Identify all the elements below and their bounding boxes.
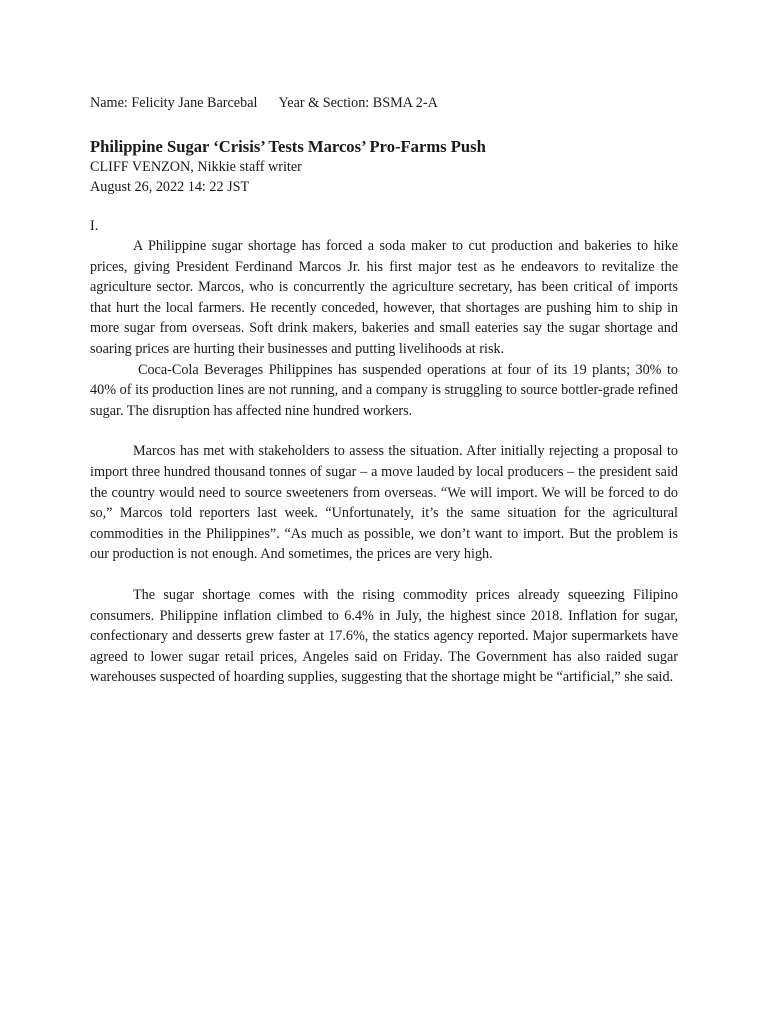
- article-title: Philippine Sugar ‘Crisis’ Tests Marcos’ Pro-Farms Push: [90, 137, 486, 156]
- name-label: Name:: [90, 95, 128, 111]
- article-byline: CLIFF VENZON, Nikkie staff writer: [90, 159, 302, 175]
- document-page: [90, 93, 678, 688]
- name-value: Felicity Jane Barcebal: [131, 95, 258, 111]
- paragraph-1: A Philippine sugar shortage has forced a soda maker to cut production and bakeries to hike prices, giving President Ferdinand Marcos Jr. his first major test as he endeavors to revitalize the agriculture sector. Marcos, who is concurrently the agriculture secretary, has been critical of imports that hurt the local farmers. He recently conceded, however, that shortages are pushing him to ship in more sugar from overseas. Soft drink makers, bakeries and small eateries say the sugar shortage and soaring prices are hurting their businesses and putting livelihoods at risk.: [90, 238, 678, 357]
- paragraph-3: Marcos has met with stakeholders to assess the situation. After initially rejecting a proposal to import three hundred thousand tonnes of sugar – a move lauded by local producers – the president said the country would need to source sweeteners from overseas. “We will import. We will be forced to do so,” Marcos told reporters last week. “Unfortunately, it’s the same situation for the agricultural commodities in the Philippines”. “As much as possible, we don’t want to import. But the problem is our production is not enough. And sometimes, the prices are very high.: [90, 443, 678, 563]
- article-dateline: August 26, 2022 14: 22 JST: [90, 179, 250, 195]
- paragraph-4: The sugar shortage comes with the rising commodity prices already squeezing Filipino consumers. Philippine inflation climbed to 6.4% in July, the highest since 2018. Inflation for sugar, confectionary and desserts grew faster at 17.6%, the statics agency reported. Major supermarkets have agreed to lower sugar retail prices, Angeles said on Friday. The Government has also raided sugar warehouses suspected of hoarding supplies, suggesting that the shortage might be “artificial,” she said.: [90, 586, 678, 686]
- paragraph-2: Coca-Cola Beverages Philippines has suspended operations at four of its 19 plants; 30% to 40% of its production lines are not running, and a company is struggling to source bottler-grade refined sugar. The disruption has affected nine hundred workers.: [90, 361, 678, 419]
- section-marker: I.: [90, 218, 99, 234]
- student-info-line: [90, 93, 678, 113]
- year-section-value: BSMA 2-A: [372, 95, 438, 111]
- year-section-label: Year & Section:: [278, 95, 370, 111]
